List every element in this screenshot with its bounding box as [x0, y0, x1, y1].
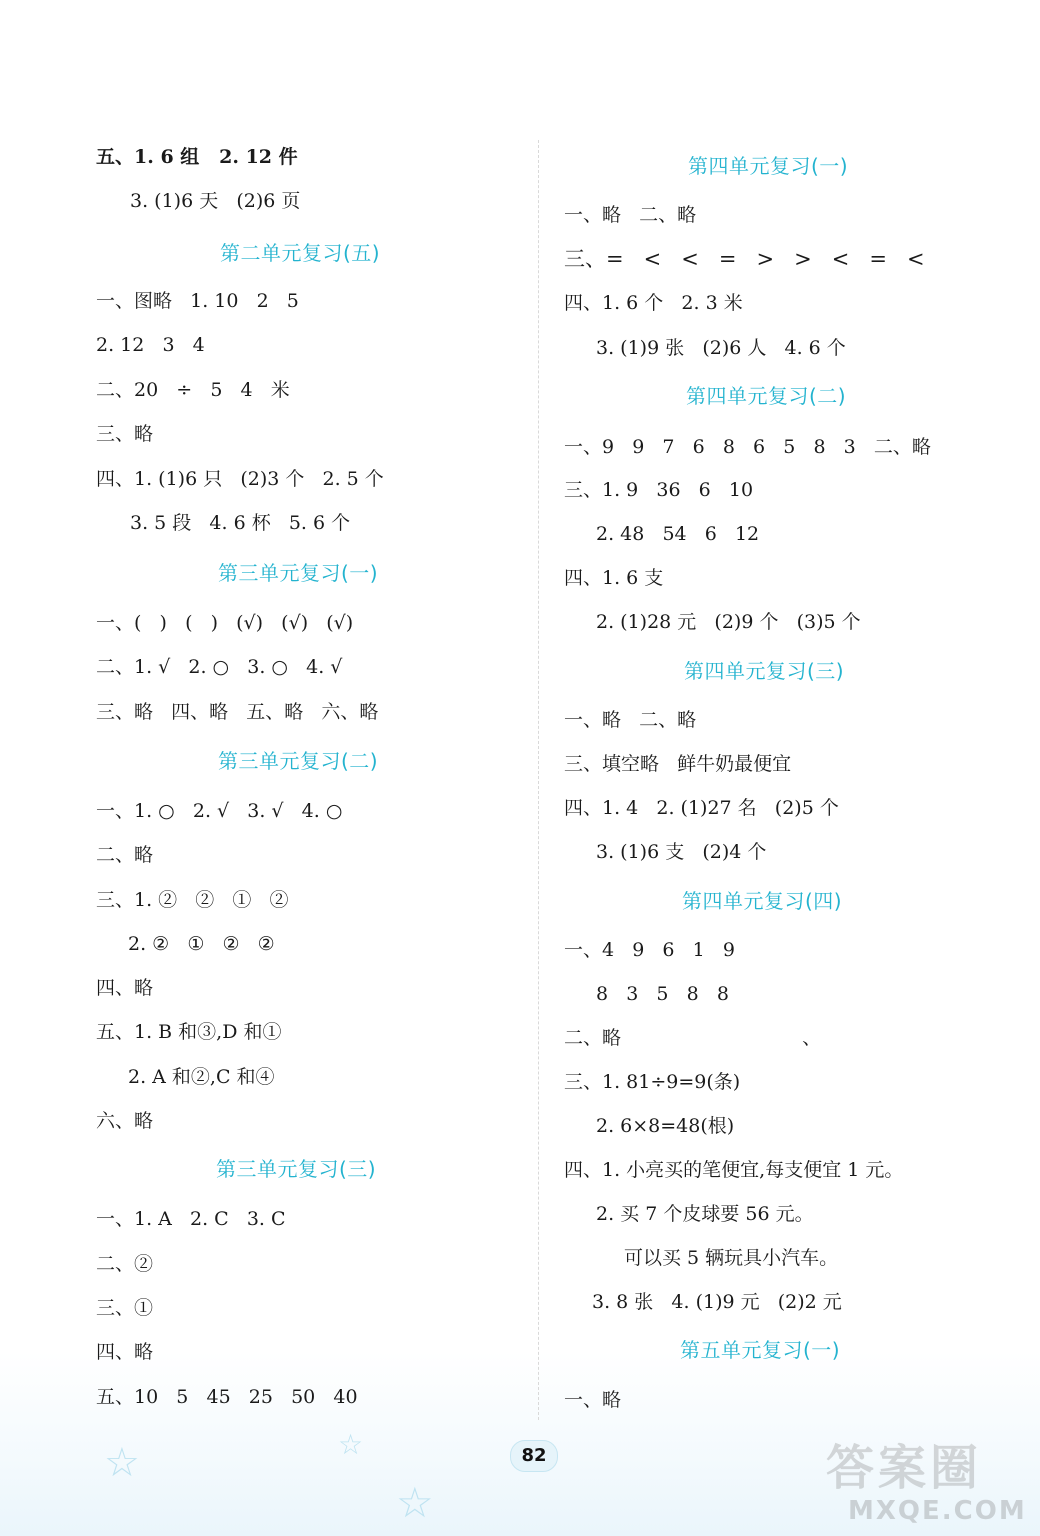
page-number: 82	[510, 1440, 558, 1472]
section-heading: 第三单元复习(三)	[216, 1157, 377, 1181]
answer-line: 3. (1)6 支 (2)4 个	[596, 841, 767, 863]
star-icon: ☆	[396, 1478, 434, 1527]
answer-line: 三、1. 81÷9=9(条)	[564, 1071, 741, 1093]
answer-line: 可以买 5 辆玩具小汽车。	[624, 1247, 839, 1269]
answer-line: 一、4 9 6 1 9	[564, 939, 735, 961]
section-heading: 第四单元复习(一)	[688, 154, 849, 178]
answer-line: 2. (1)28 元 (2)9 个 (3)5 个	[596, 611, 861, 633]
answer-line: 2. 6×8=48(根)	[596, 1115, 735, 1137]
watermark-logo	[826, 1440, 1026, 1530]
answer-line: 2. 买 7 个皮球要 56 元。	[596, 1203, 814, 1225]
section-heading: 第五单元复习(一)	[680, 1338, 841, 1362]
answer-line: 三、1. 9 36 6 10	[564, 479, 754, 501]
answer-line: 一、( ) ( ) (√) (√) (√)	[96, 612, 354, 634]
answer-line: 四、1. 4 2. (1)27 名 (2)5 个	[564, 797, 839, 819]
answer-line: 五、1. 6 组 2. 12 件	[96, 146, 298, 168]
answer-line: 四、略	[96, 1341, 154, 1363]
answer-line: 3. 5 段 4. 6 杯 5. 6 个	[130, 512, 351, 534]
answer-line: 2. A 和②,C 和④	[128, 1066, 275, 1088]
answer-line: 四、1. (1)6 只 (2)3 个 2. 5 个	[96, 468, 384, 490]
answer-line: 2. 12 3 4	[96, 334, 205, 356]
answer-line: 四、1. 小亮买的笔便宜,每支便宜 1 元。	[564, 1159, 904, 1181]
answer-line: 一、图略 1. 10 2 5	[96, 290, 299, 312]
answer-line: 三、略 四、略 五、略 六、略	[96, 701, 379, 723]
column-divider	[538, 140, 539, 1420]
answer-line: 三、1. ② ② ① ②	[96, 889, 289, 911]
star-icon: ☆	[104, 1440, 140, 1486]
answer-line: 五、1. B 和③,D 和①	[96, 1021, 282, 1043]
answer-line: 一、略	[564, 1389, 622, 1411]
answer-line: 二、1. √ 2. ○ 3. ○ 4. √	[96, 656, 343, 678]
section-heading: 第四单元复习(二)	[686, 384, 847, 408]
answer-line: 2. 48 54 6 12	[596, 523, 760, 545]
answer-line: 三、略	[96, 423, 154, 445]
answer-line: 二、20 ÷ 5 4 米	[96, 379, 290, 401]
answer-line: 3. (1)9 张 (2)6 人 4. 6 个	[596, 337, 846, 359]
answer-line: 三、填空略 鲜牛奶最便宜	[564, 753, 792, 775]
answer-line: 六、略	[96, 1110, 154, 1132]
answer-line: 三、①	[96, 1297, 154, 1319]
watermark-text: 答案圈	[826, 1440, 983, 1496]
answer-line: 四、略	[96, 977, 154, 999]
answer-line: 二、略 、	[564, 1027, 822, 1049]
answer-line: 五、10 5 45 25 50 40	[96, 1386, 358, 1408]
answer-line: 二、②	[96, 1253, 154, 1275]
section-heading: 第三单元复习(二)	[218, 749, 379, 773]
answer-line: 一、略 二、略	[564, 709, 697, 731]
answer-line: 三、= < < = > > < = <	[564, 247, 925, 271]
section-heading: 第二单元复习(五)	[220, 241, 381, 265]
section-heading: 第四单元复习(四)	[682, 889, 843, 913]
answer-line: 一、1. ○ 2. √ 3. √ 4. ○	[96, 800, 343, 822]
answer-line: 3. (1)6 天 (2)6 页	[130, 190, 301, 212]
section-heading: 第三单元复习(一)	[218, 561, 379, 585]
answer-line: 一、9 9 7 6 8 6 5 8 3 二、略	[564, 436, 931, 458]
answer-line: 四、1. 6 支	[564, 567, 664, 589]
star-icon: ☆	[338, 1428, 364, 1461]
answer-line: 一、略 二、略	[564, 204, 697, 226]
answer-line: 3. 8 张 4. (1)9 元 (2)2 元	[592, 1291, 842, 1313]
answer-line: 8 3 5 8 8	[596, 983, 729, 1005]
answer-line: 一、1. A 2. C 3. C	[96, 1208, 286, 1230]
answer-line: 2. ② ① ② ②	[128, 933, 275, 955]
answer-line: 四、1. 6 个 2. 3 米	[564, 292, 743, 314]
answer-line: 二、略	[96, 844, 154, 866]
section-heading: 第四单元复习(三)	[684, 659, 845, 683]
watermark-url: MXQE.COM	[848, 1496, 1027, 1526]
